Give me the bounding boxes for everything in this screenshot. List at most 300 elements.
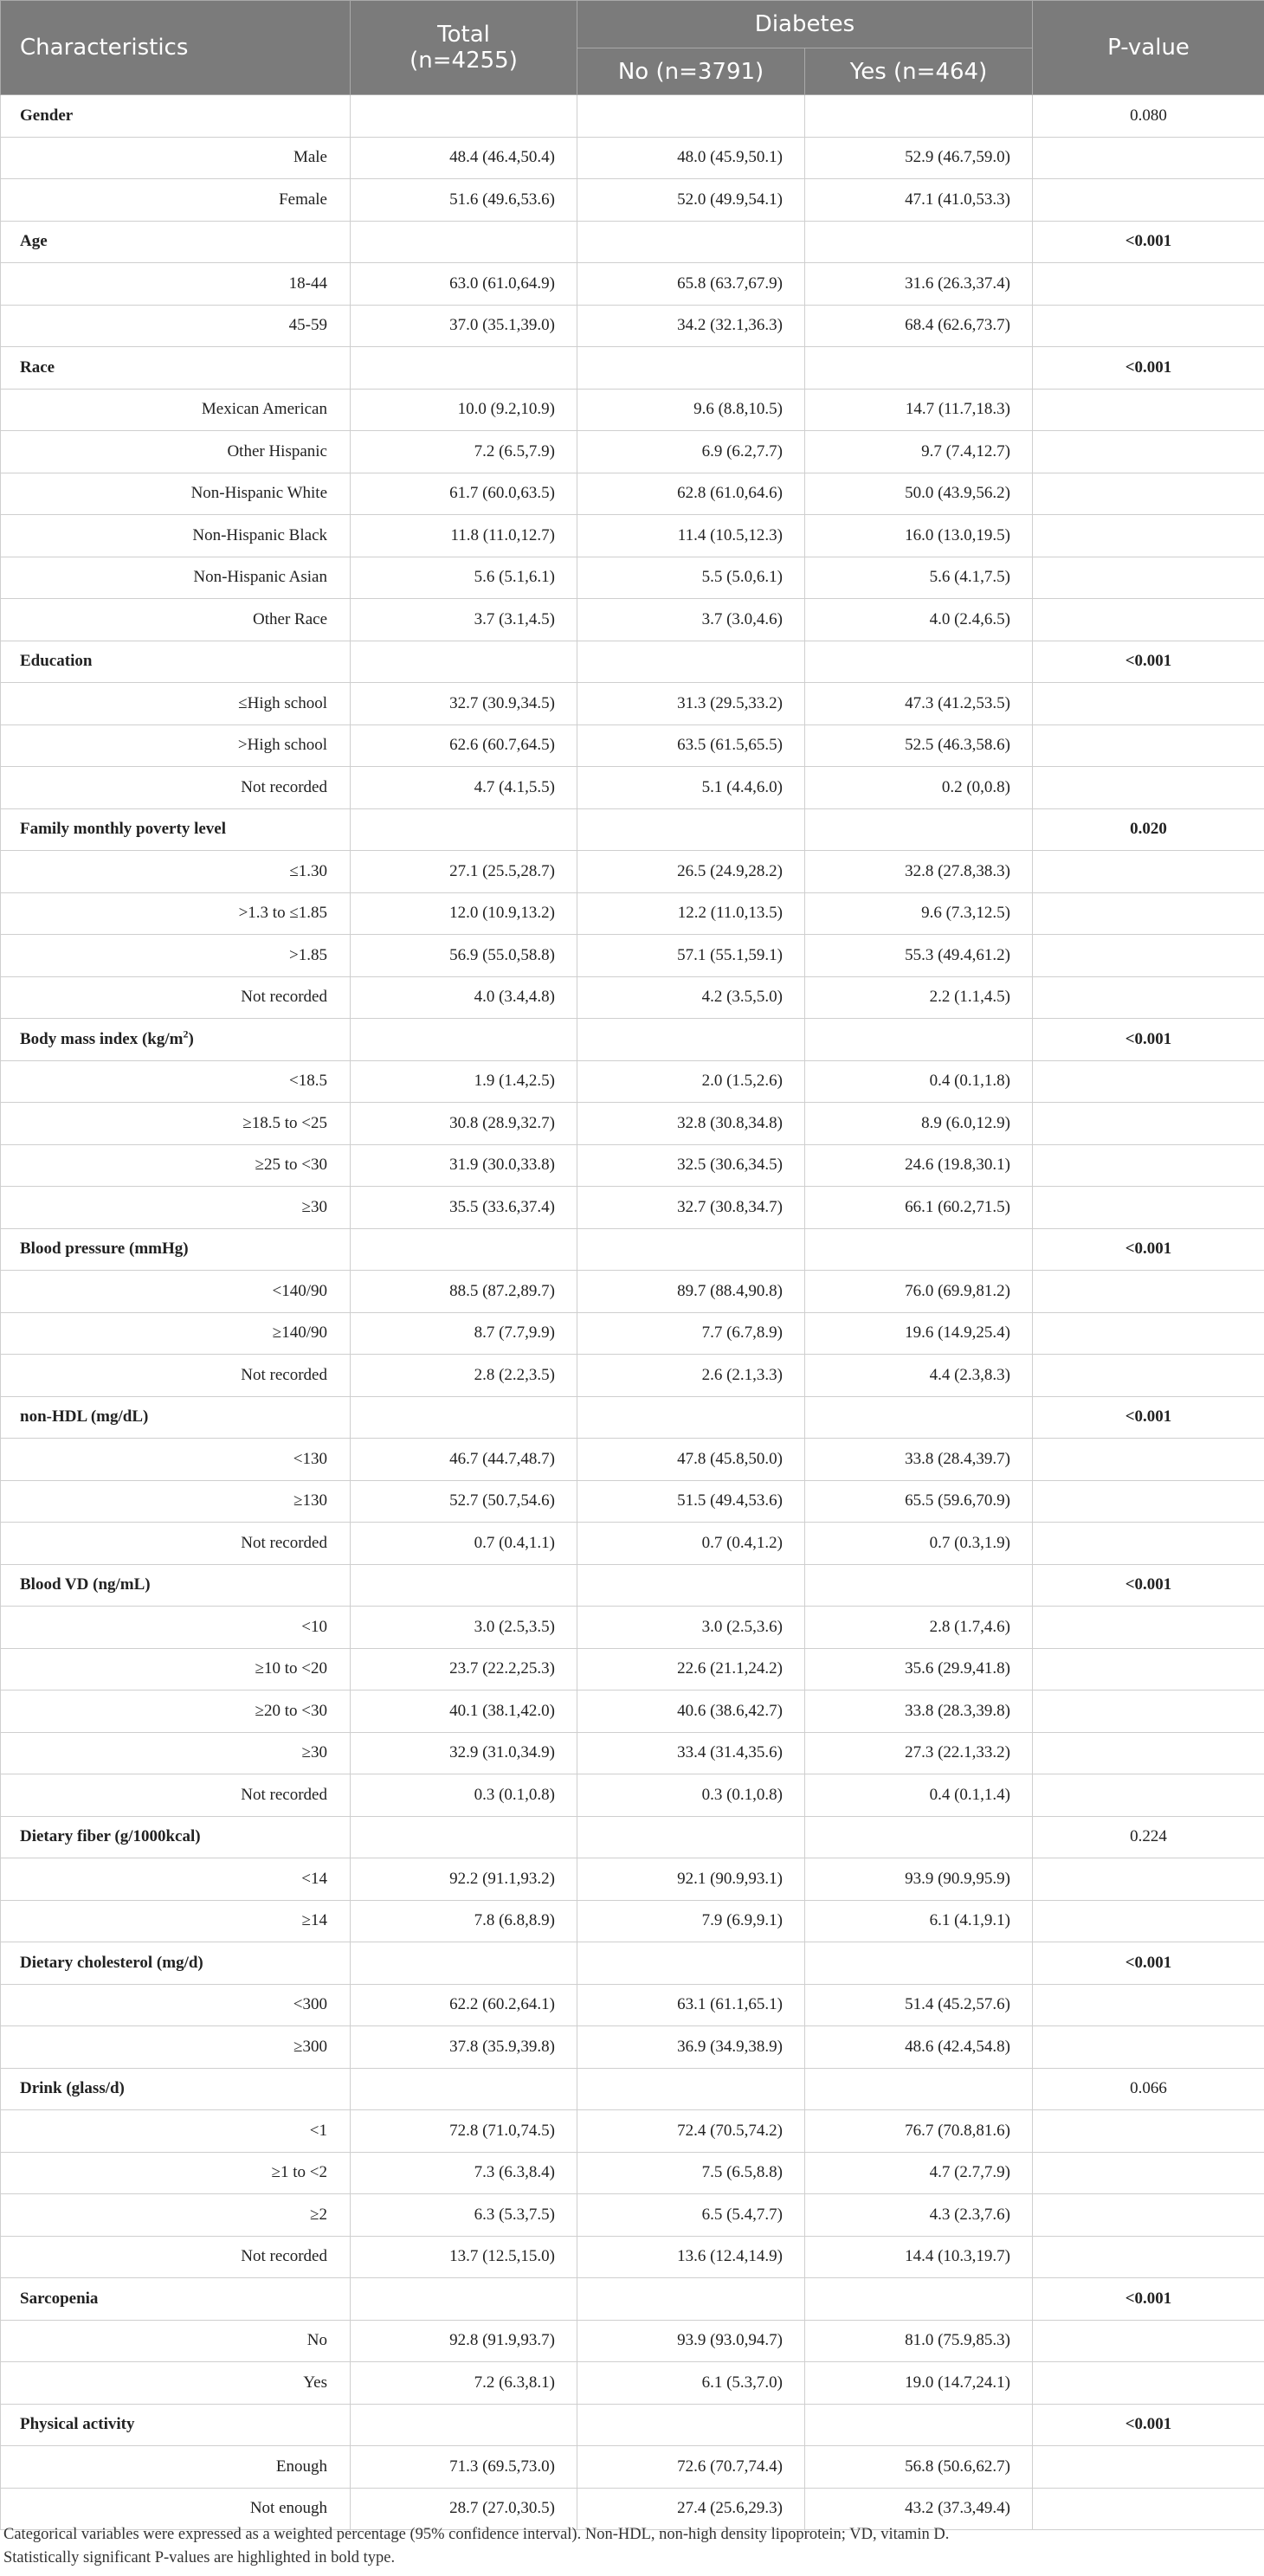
row-label: ≥1 to <2 bbox=[1, 2152, 351, 2194]
cell-pvalue bbox=[1033, 305, 1264, 347]
row-label: ≥30 bbox=[1, 1187, 351, 1229]
cell-total: 92.8 (91.9,93.7) bbox=[351, 2320, 577, 2362]
cell-total: 56.9 (55.0,58.8) bbox=[351, 935, 577, 977]
cell-no: 52.0 (49.9,54.1) bbox=[577, 179, 805, 222]
row-label: >1.85 bbox=[1, 935, 351, 977]
table-row bbox=[1, 2236, 1264, 2278]
row-label: 18-44 bbox=[1, 263, 351, 306]
table-row bbox=[1, 389, 1264, 431]
cell-total: 52.7 (50.7,54.6) bbox=[351, 1480, 577, 1523]
row-label: <300 bbox=[1, 1984, 351, 2026]
category-label: Dietary fiber (g/1000kcal) bbox=[1, 1816, 351, 1858]
cell-no: 47.8 (45.8,50.0) bbox=[577, 1439, 805, 1481]
table-footnotes bbox=[3, 2523, 1259, 2570]
cell-no bbox=[577, 2278, 805, 2321]
cell-no: 32.7 (30.8,34.7) bbox=[577, 1187, 805, 1229]
cell-pvalue bbox=[1033, 1480, 1264, 1523]
cell-total: 63.0 (61.0,64.9) bbox=[351, 263, 577, 306]
header-total-label: Total bbox=[437, 22, 490, 48]
cell-total: 37.0 (35.1,39.0) bbox=[351, 305, 577, 347]
cell-no: 63.5 (61.5,65.5) bbox=[577, 724, 805, 767]
table-row bbox=[1, 683, 1264, 725]
row-label: Other Race bbox=[1, 599, 351, 641]
category-label: Race bbox=[1, 347, 351, 390]
category-row bbox=[1, 1396, 1264, 1439]
cell-pvalue: <0.001 bbox=[1033, 1396, 1264, 1439]
row-label: <140/90 bbox=[1, 1271, 351, 1313]
cell-no: 72.6 (70.7,74.4) bbox=[577, 2446, 805, 2489]
cell-total bbox=[351, 1396, 577, 1439]
cell-no: 40.6 (38.6,42.7) bbox=[577, 1690, 805, 1733]
cell-pvalue bbox=[1033, 1648, 1264, 1690]
cell-no: 26.5 (24.9,28.2) bbox=[577, 851, 805, 893]
category-row bbox=[1, 1942, 1264, 1985]
cell-pvalue: 0.020 bbox=[1033, 808, 1264, 851]
table-row bbox=[1, 1858, 1264, 1901]
table-row bbox=[1, 431, 1264, 473]
cell-total: 46.7 (44.7,48.7) bbox=[351, 1439, 577, 1481]
cell-total: 62.6 (60.7,64.5) bbox=[351, 724, 577, 767]
cell-no: 0.3 (0.1,0.8) bbox=[577, 1774, 805, 1817]
cell-no bbox=[577, 808, 805, 851]
cell-pvalue bbox=[1033, 935, 1264, 977]
cell-no bbox=[577, 95, 805, 138]
row-label: <18.5 bbox=[1, 1060, 351, 1103]
cell-no: 33.4 (31.4,35.6) bbox=[577, 1732, 805, 1774]
cell-total: 27.1 (25.5,28.7) bbox=[351, 851, 577, 893]
cell-pvalue: <0.001 bbox=[1033, 1564, 1264, 1607]
row-label: Mexican American bbox=[1, 389, 351, 431]
cell-pvalue bbox=[1033, 389, 1264, 431]
row-label: Not recorded bbox=[1, 2236, 351, 2278]
footnote-line-2: Statistically significant P-values are highlighted in bold type. bbox=[3, 2549, 396, 2566]
table-row bbox=[1, 1607, 1264, 1649]
cell-yes bbox=[805, 2404, 1033, 2446]
cell-yes: 33.8 (28.3,39.8) bbox=[805, 1690, 1033, 1733]
cell-yes: 0.2 (0,0.8) bbox=[805, 767, 1033, 809]
row-label: Not recorded bbox=[1, 1355, 351, 1397]
table-row bbox=[1, 515, 1264, 557]
cell-pvalue: <0.001 bbox=[1033, 221, 1264, 263]
row-label: Yes bbox=[1, 2362, 351, 2405]
cell-pvalue bbox=[1033, 473, 1264, 515]
cell-total bbox=[351, 808, 577, 851]
category-label: Dietary cholesterol (mg/d) bbox=[1, 1942, 351, 1985]
table-row bbox=[1, 1900, 1264, 1942]
cell-pvalue bbox=[1033, 1523, 1264, 1565]
cell-total bbox=[351, 1816, 577, 1858]
table-row bbox=[1, 2362, 1264, 2405]
cell-pvalue bbox=[1033, 1103, 1264, 1145]
cell-no: 3.0 (2.5,3.6) bbox=[577, 1607, 805, 1649]
header-total-n: (n=4255) bbox=[410, 48, 518, 74]
category-row bbox=[1, 2404, 1264, 2446]
cell-no: 5.1 (4.4,6.0) bbox=[577, 767, 805, 809]
table-row bbox=[1, 767, 1264, 809]
cell-yes: 66.1 (60.2,71.5) bbox=[805, 1187, 1033, 1229]
table-row bbox=[1, 1690, 1264, 1733]
cell-total: 48.4 (46.4,50.4) bbox=[351, 137, 577, 179]
cell-yes: 43.2 (37.3,49.4) bbox=[805, 2488, 1033, 2530]
cell-yes: 14.4 (10.3,19.7) bbox=[805, 2236, 1033, 2278]
cell-no: 27.4 (25.6,29.3) bbox=[577, 2488, 805, 2530]
cell-total: 35.5 (33.6,37.4) bbox=[351, 1187, 577, 1229]
cell-total: 92.2 (91.1,93.2) bbox=[351, 1858, 577, 1901]
footnote-line-1: Categorical variables were expressed as a weighted percentage (95% confidence interval). Non-HDL, non-high density lipoprotein; VD, vitamin D. bbox=[3, 2526, 950, 2543]
category-row bbox=[1, 808, 1264, 851]
cell-pvalue bbox=[1033, 137, 1264, 179]
cell-no: 6.5 (5.4,7.7) bbox=[577, 2194, 805, 2237]
category-label: Age bbox=[1, 221, 351, 263]
cell-no: 92.1 (90.9,93.1) bbox=[577, 1858, 805, 1901]
cell-total bbox=[351, 2278, 577, 2321]
cell-yes: 52.5 (46.3,58.6) bbox=[805, 724, 1033, 767]
table-row bbox=[1, 1060, 1264, 1103]
cell-total: 32.7 (30.9,34.5) bbox=[351, 683, 577, 725]
table-row bbox=[1, 1271, 1264, 1313]
cell-no bbox=[577, 1564, 805, 1607]
cell-no: 32.8 (30.8,34.8) bbox=[577, 1103, 805, 1145]
cell-pvalue: <0.001 bbox=[1033, 1942, 1264, 1985]
cell-yes: 4.0 (2.4,6.5) bbox=[805, 599, 1033, 641]
cell-no: 51.5 (49.4,53.6) bbox=[577, 1480, 805, 1523]
category-row bbox=[1, 221, 1264, 263]
cell-no bbox=[577, 347, 805, 390]
cell-yes bbox=[805, 808, 1033, 851]
cell-yes: 68.4 (62.6,73.7) bbox=[805, 305, 1033, 347]
cell-yes bbox=[805, 221, 1033, 263]
category-label: Blood pressure (mmHg) bbox=[1, 1228, 351, 1271]
row-label: ≥25 to <30 bbox=[1, 1144, 351, 1187]
cell-yes: 2.8 (1.7,4.6) bbox=[805, 1607, 1033, 1649]
cell-yes bbox=[805, 1396, 1033, 1439]
cell-total bbox=[351, 641, 577, 683]
cell-pvalue bbox=[1033, 1355, 1264, 1397]
cell-no: 7.5 (6.5,8.8) bbox=[577, 2152, 805, 2194]
cell-yes: 6.1 (4.1,9.1) bbox=[805, 1900, 1033, 1942]
cell-pvalue bbox=[1033, 2320, 1264, 2362]
cell-pvalue bbox=[1033, 2194, 1264, 2237]
table-row bbox=[1, 2320, 1264, 2362]
cell-total: 7.3 (6.3,8.4) bbox=[351, 2152, 577, 2194]
cell-total bbox=[351, 2404, 577, 2446]
header-characteristics: Characteristics bbox=[1, 1, 351, 95]
cell-pvalue bbox=[1033, 2152, 1264, 2194]
table-row bbox=[1, 2110, 1264, 2153]
table-row bbox=[1, 1312, 1264, 1355]
cell-yes: 19.0 (14.7,24.1) bbox=[805, 2362, 1033, 2405]
header-diabetes-yes: Yes (n=464) bbox=[805, 48, 1033, 95]
cell-total bbox=[351, 221, 577, 263]
cell-pvalue bbox=[1033, 1690, 1264, 1733]
table-row bbox=[1, 1144, 1264, 1187]
row-label: Non-Hispanic Asian bbox=[1, 557, 351, 599]
cell-no bbox=[577, 221, 805, 263]
table-row bbox=[1, 305, 1264, 347]
row-label: <130 bbox=[1, 1439, 351, 1481]
category-label: non-HDL (mg/dL) bbox=[1, 1396, 351, 1439]
cell-yes: 32.8 (27.8,38.3) bbox=[805, 851, 1033, 893]
cell-yes: 0.4 (0.1,1.4) bbox=[805, 1774, 1033, 1817]
cell-yes: 47.3 (41.2,53.5) bbox=[805, 683, 1033, 725]
category-row bbox=[1, 1019, 1264, 1061]
cell-total: 0.3 (0.1,0.8) bbox=[351, 1774, 577, 1817]
cell-pvalue bbox=[1033, 1060, 1264, 1103]
cell-yes: 33.8 (28.4,39.7) bbox=[805, 1439, 1033, 1481]
cell-pvalue: <0.001 bbox=[1033, 347, 1264, 390]
cell-total: 23.7 (22.2,25.3) bbox=[351, 1648, 577, 1690]
row-label: No bbox=[1, 2320, 351, 2362]
cell-total: 5.6 (5.1,6.1) bbox=[351, 557, 577, 599]
table-header bbox=[1, 1, 1264, 95]
cell-total: 71.3 (69.5,73.0) bbox=[351, 2446, 577, 2489]
cell-yes bbox=[805, 95, 1033, 138]
cell-pvalue bbox=[1033, 1144, 1264, 1187]
row-label: ≥30 bbox=[1, 1732, 351, 1774]
table-row bbox=[1, 1480, 1264, 1523]
category-label: Drink (glass/d) bbox=[1, 2068, 351, 2110]
cell-pvalue bbox=[1033, 976, 1264, 1019]
category-label: Physical activity bbox=[1, 2404, 351, 2446]
cell-no bbox=[577, 2404, 805, 2446]
table-row bbox=[1, 2194, 1264, 2237]
cell-no bbox=[577, 1396, 805, 1439]
cell-yes bbox=[805, 1564, 1033, 1607]
cell-total bbox=[351, 2068, 577, 2110]
cell-no: 0.7 (0.4,1.2) bbox=[577, 1523, 805, 1565]
row-label: Non-Hispanic White bbox=[1, 473, 351, 515]
cell-no: 48.0 (45.9,50.1) bbox=[577, 137, 805, 179]
cell-pvalue bbox=[1033, 263, 1264, 306]
cell-yes bbox=[805, 641, 1033, 683]
table-row bbox=[1, 137, 1264, 179]
cell-yes bbox=[805, 2278, 1033, 2321]
category-label: Body mass index $(kg/m^2)$ bbox=[1, 1019, 351, 1061]
row-label: Enough bbox=[1, 2446, 351, 2489]
table-row bbox=[1, 935, 1264, 977]
cell-no: 62.8 (61.0,64.6) bbox=[577, 473, 805, 515]
cell-total: 8.7 (7.7,9.9) bbox=[351, 1312, 577, 1355]
cell-yes: 56.8 (50.6,62.7) bbox=[805, 2446, 1033, 2489]
table-row bbox=[1, 2152, 1264, 2194]
category-row bbox=[1, 641, 1264, 683]
cell-total: 3.7 (3.1,4.5) bbox=[351, 599, 577, 641]
cell-yes: 65.5 (59.6,70.9) bbox=[805, 1480, 1033, 1523]
table-row bbox=[1, 599, 1264, 641]
cell-no: 31.3 (29.5,33.2) bbox=[577, 683, 805, 725]
table-row bbox=[1, 851, 1264, 893]
cell-no: 4.2 (3.5,5.0) bbox=[577, 976, 805, 1019]
cell-total bbox=[351, 1564, 577, 1607]
table-row bbox=[1, 724, 1264, 767]
cell-pvalue: <0.001 bbox=[1033, 641, 1264, 683]
row-label: Other Hispanic bbox=[1, 431, 351, 473]
row-label: Not recorded bbox=[1, 976, 351, 1019]
cell-pvalue bbox=[1033, 1607, 1264, 1649]
cell-no: 65.8 (63.7,67.9) bbox=[577, 263, 805, 306]
row-label: <14 bbox=[1, 1858, 351, 1901]
cell-pvalue: <0.001 bbox=[1033, 1019, 1264, 1061]
cell-yes: 35.6 (29.9,41.8) bbox=[805, 1648, 1033, 1690]
cell-yes bbox=[805, 347, 1033, 390]
row-label: ≤High school bbox=[1, 683, 351, 725]
row-label: ≥2 bbox=[1, 2194, 351, 2237]
row-label: 45-59 bbox=[1, 305, 351, 347]
cell-no: 12.2 (11.0,13.5) bbox=[577, 892, 805, 935]
cell-yes: 27.3 (22.1,33.2) bbox=[805, 1732, 1033, 1774]
cell-pvalue bbox=[1033, 557, 1264, 599]
cell-no bbox=[577, 1816, 805, 1858]
table-row bbox=[1, 557, 1264, 599]
cell-no: 57.1 (55.1,59.1) bbox=[577, 935, 805, 977]
cell-yes bbox=[805, 2068, 1033, 2110]
cell-pvalue bbox=[1033, 1312, 1264, 1355]
cell-total: 32.9 (31.0,34.9) bbox=[351, 1732, 577, 1774]
cell-pvalue: 0.224 bbox=[1033, 1816, 1264, 1858]
category-label: Gender bbox=[1, 95, 351, 138]
cell-no: 7.7 (6.7,8.9) bbox=[577, 1312, 805, 1355]
header-pvalue: P-value bbox=[1033, 1, 1264, 95]
table-row bbox=[1, 1187, 1264, 1229]
cell-yes: 4.4 (2.3,8.3) bbox=[805, 1355, 1033, 1397]
cell-total: 3.0 (2.5,3.5) bbox=[351, 1607, 577, 1649]
cell-yes: 50.0 (43.9,56.2) bbox=[805, 473, 1033, 515]
cell-total: 11.8 (11.0,12.7) bbox=[351, 515, 577, 557]
row-label: Not enough bbox=[1, 2488, 351, 2530]
cell-no: 2.0 (1.5,2.6) bbox=[577, 1060, 805, 1103]
cell-no: 6.9 (6.2,7.7) bbox=[577, 431, 805, 473]
cell-pvalue bbox=[1033, 724, 1264, 767]
cell-yes: 2.2 (1.1,4.5) bbox=[805, 976, 1033, 1019]
cell-total: 6.3 (5.3,7.5) bbox=[351, 2194, 577, 2237]
cell-pvalue bbox=[1033, 1187, 1264, 1229]
cell-total: 88.5 (87.2,89.7) bbox=[351, 1271, 577, 1313]
row-label: ≥14 bbox=[1, 1900, 351, 1942]
cell-no: 11.4 (10.5,12.3) bbox=[577, 515, 805, 557]
cell-pvalue bbox=[1033, 2026, 1264, 2069]
table-row bbox=[1, 473, 1264, 515]
cell-pvalue bbox=[1033, 515, 1264, 557]
cell-total: 2.8 (2.2,3.5) bbox=[351, 1355, 577, 1397]
cell-yes: 4.7 (2.7,7.9) bbox=[805, 2152, 1033, 2194]
cell-no bbox=[577, 1228, 805, 1271]
cell-yes: 8.9 (6.0,12.9) bbox=[805, 1103, 1033, 1145]
row-label: ≥20 to <30 bbox=[1, 1690, 351, 1733]
category-label: Blood VD (ng/mL) bbox=[1, 1564, 351, 1607]
header-diabetes: Diabetes bbox=[577, 1, 1033, 48]
cell-yes bbox=[805, 1019, 1033, 1061]
cell-no: 6.1 (5.3,7.0) bbox=[577, 2362, 805, 2405]
cell-yes: 4.3 (2.3,7.6) bbox=[805, 2194, 1033, 2237]
table-row bbox=[1, 2026, 1264, 2069]
row-label: Not recorded bbox=[1, 1774, 351, 1817]
row-label: ≥300 bbox=[1, 2026, 351, 2069]
cell-no: 9.6 (8.8,10.5) bbox=[577, 389, 805, 431]
cell-yes: 16.0 (13.0,19.5) bbox=[805, 515, 1033, 557]
cell-no: 72.4 (70.5,74.2) bbox=[577, 2110, 805, 2153]
table-row bbox=[1, 179, 1264, 222]
row-label: ≤1.30 bbox=[1, 851, 351, 893]
cell-total: 10.0 (9.2,10.9) bbox=[351, 389, 577, 431]
cell-pvalue bbox=[1033, 1732, 1264, 1774]
category-label: Sarcopenia bbox=[1, 2278, 351, 2321]
row-label: Not recorded bbox=[1, 767, 351, 809]
cell-yes: 51.4 (45.2,57.6) bbox=[805, 1984, 1033, 2026]
cell-total: 51.6 (49.6,53.6) bbox=[351, 179, 577, 222]
cell-no: 34.2 (32.1,36.3) bbox=[577, 305, 805, 347]
row-label: ≥10 to <20 bbox=[1, 1648, 351, 1690]
table-row bbox=[1, 1774, 1264, 1817]
cell-no bbox=[577, 1019, 805, 1061]
cell-yes: 0.4 (0.1,1.8) bbox=[805, 1060, 1033, 1103]
cell-yes: 5.6 (4.1,7.5) bbox=[805, 557, 1033, 599]
cell-total: 13.7 (12.5,15.0) bbox=[351, 2236, 577, 2278]
cell-total: 31.9 (30.0,33.8) bbox=[351, 1144, 577, 1187]
cell-pvalue bbox=[1033, 431, 1264, 473]
cell-no bbox=[577, 1942, 805, 1985]
cell-yes: 14.7 (11.7,18.3) bbox=[805, 389, 1033, 431]
cell-total: 12.0 (10.9,13.2) bbox=[351, 892, 577, 935]
cell-yes: 9.6 (7.3,12.5) bbox=[805, 892, 1033, 935]
cell-yes: 19.6 (14.9,25.4) bbox=[805, 1312, 1033, 1355]
cell-no: 13.6 (12.4,14.9) bbox=[577, 2236, 805, 2278]
cell-yes: 31.6 (26.3,37.4) bbox=[805, 263, 1033, 306]
cell-pvalue bbox=[1033, 767, 1264, 809]
cell-no: 93.9 (93.0,94.7) bbox=[577, 2320, 805, 2362]
category-label: Education bbox=[1, 641, 351, 683]
row-label: Male bbox=[1, 137, 351, 179]
table-row bbox=[1, 1439, 1264, 1481]
row-label: Female bbox=[1, 179, 351, 222]
cell-yes bbox=[805, 1816, 1033, 1858]
cell-total: 28.7 (27.0,30.5) bbox=[351, 2488, 577, 2530]
cell-total: 4.0 (3.4,4.8) bbox=[351, 976, 577, 1019]
cell-no: 22.6 (21.1,24.2) bbox=[577, 1648, 805, 1690]
cell-total: 72.8 (71.0,74.5) bbox=[351, 2110, 577, 2153]
category-label: Family monthly poverty level bbox=[1, 808, 351, 851]
cell-yes: 81.0 (75.9,85.3) bbox=[805, 2320, 1033, 2362]
cell-pvalue bbox=[1033, 179, 1264, 222]
table-row bbox=[1, 1648, 1264, 1690]
cell-no: 7.9 (6.9,9.1) bbox=[577, 1900, 805, 1942]
row-label: <10 bbox=[1, 1607, 351, 1649]
cell-pvalue: 0.066 bbox=[1033, 2068, 1264, 2110]
cell-total: 0.7 (0.4,1.1) bbox=[351, 1523, 577, 1565]
cell-total bbox=[351, 1228, 577, 1271]
cell-no: 89.7 (88.4,90.8) bbox=[577, 1271, 805, 1313]
cell-no bbox=[577, 2068, 805, 2110]
cell-total: 30.8 (28.9,32.7) bbox=[351, 1103, 577, 1145]
cell-yes: 47.1 (41.0,53.3) bbox=[805, 179, 1033, 222]
cell-no: 3.7 (3.0,4.6) bbox=[577, 599, 805, 641]
row-label: >High school bbox=[1, 724, 351, 767]
table-row bbox=[1, 892, 1264, 935]
cell-no: 63.1 (61.1,65.1) bbox=[577, 1984, 805, 2026]
cell-yes: 9.7 (7.4,12.7) bbox=[805, 431, 1033, 473]
cell-pvalue bbox=[1033, 2236, 1264, 2278]
cell-total bbox=[351, 1019, 577, 1061]
cell-total bbox=[351, 1942, 577, 1985]
header-total bbox=[351, 1, 577, 95]
table-row bbox=[1, 1355, 1264, 1397]
cell-total bbox=[351, 347, 577, 390]
category-row bbox=[1, 1228, 1264, 1271]
category-row bbox=[1, 95, 1264, 138]
cell-no: 2.6 (2.1,3.3) bbox=[577, 1355, 805, 1397]
table-row bbox=[1, 1523, 1264, 1565]
row-label: Not recorded bbox=[1, 1523, 351, 1565]
table-row bbox=[1, 1732, 1264, 1774]
